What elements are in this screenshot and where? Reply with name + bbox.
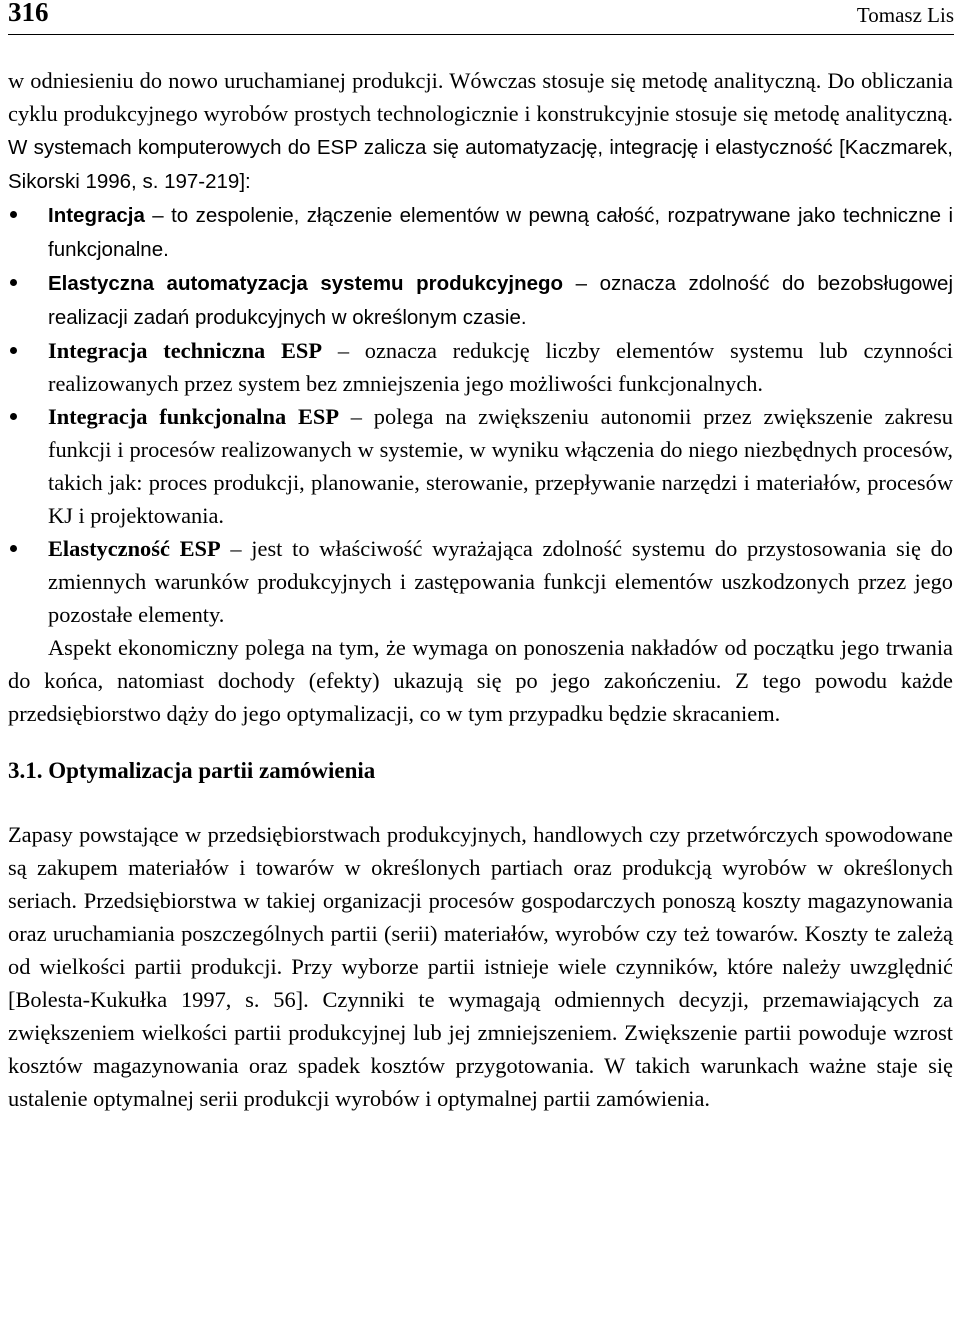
definition-item: [8, 532, 953, 631]
definition-text: to zespolenie, złączenie elementów w pewną całość, rozpatrywane jako techniczne i funkcjonalne.: [48, 204, 953, 261]
intro-paragraph: [8, 64, 953, 198]
page-header: [8, 0, 954, 35]
definition-term: Elastyczna automatyzacja systemu produkcyjnego: [48, 272, 564, 295]
body-text: [8, 64, 953, 1115]
definition-term: Integracja: [48, 204, 145, 227]
definition-text: jest to właściwość wyrażająca zdolność systemu do przystosowania się do zmiennych warunków produkcyjnych i zastępowania funkcji elementów uszkodzonych przez jego pozostałe elementy.: [48, 536, 954, 627]
section-number: 3.1.: [8, 758, 43, 783]
section-title: Optymalizacja partii zamówienia: [48, 758, 376, 783]
definition-term: Elastyczność ESP: [48, 536, 221, 561]
definition-item: [8, 400, 953, 532]
definition-dash: –: [322, 338, 365, 363]
economic-aspect-paragraph: Aspekt ekonomiczny polega na tym, że wymaga on ponoszenia nakładów od początku jego trwania do końca, natomiast dochody (efekty) ukazują się po jego zakończeniu. Z tego powodu każde przedsiębiorstwo dąży do jego optymalizacji, co w tym przypadku będzie skracaniem.: [8, 635, 953, 726]
definition-term: Integracja funkcjonalna ESP: [48, 404, 340, 429]
definition-dash: –: [339, 404, 374, 429]
section-paragraph: Zapasy powstające w przedsiębiorstwach produkcyjnych, handlowych czy przetwórczych spowodowane są zakupem materiałów i towarów w określonych partiach oraz produkcją wyrobów w określonych seriach. Przedsiębiorstwa w takiej organizacji procesów gospodarczych ponoszą koszty magazynowania oraz uruchamiania poszczególnych partii (serii) materiałów, wyrobów czy też towarów. Koszty te zależą od wielkości partii produkcji. Przy wyborze partii istnieje wiele czynników, które należy uwzględnić [Bolesta-Kukułka 1997, s. 56]. Czynniki te wymagają odmiennych decyzji, przemawiających za zwiększeniem wielkości partii produkcyjnej lub jej zmniejszeniem. Zwiększenie partii powoduje wzrost kosztów magazynowania oraz spadek kosztów przygotowania. W takich warunkach ważne staje się ustalenie optymalnej serii produkcji wyrobów i optymalnej partii zamówienia.: [8, 822, 953, 1111]
definition-item: [8, 198, 953, 266]
definition-dash: –: [220, 536, 252, 561]
intro-text-sans: W systemach komputerowych do ESP zalicza się automatyzację, integrację i elastyczność [Kaczmarek, Sikorski 1996, s. 197-219]:: [8, 136, 953, 193]
definition-text: oznacza zdolność do bezobsługowej realizacji zadań produkcyjnych w określonym czasie.: [48, 272, 954, 329]
definition-text: oznacza redukcję liczby elementów systemu lub czynności realizowanych przez system bez zmniejszenia jego możliwości funkcjonalnych.: [48, 338, 954, 396]
definition-term: Integracja techniczna ESP: [48, 338, 323, 363]
definition-item: [8, 334, 953, 400]
definition-dash: –: [563, 272, 600, 295]
bullet-icon: [10, 413, 17, 420]
intro-text-serif: w odniesieniu do nowo uruchamianej produkcji. Wówczas stosuje się metodę analityczną. Do obliczania cyklu produkcyjnego wyrobów prostych technologicznie i konstrukcyjnie stosuje się metodę analityczną.: [8, 68, 953, 126]
section-heading: [8, 754, 953, 787]
bullet-icon: [10, 545, 17, 552]
bullet-icon: [10, 211, 17, 218]
definition-dash: –: [144, 204, 172, 227]
running-head-author: Tomasz Lis: [856, 3, 954, 27]
bullet-icon: [10, 279, 17, 286]
definition-list: [8, 198, 953, 631]
bullet-icon: [10, 347, 17, 354]
definition-text: polega na zwiększeniu autonomii przez zwiększenie zakresu funkcji i procesów realizowanych w systemie, w wyniku włączenia do niego niezbędnych procesów, takich jak: proces produkcji, planowanie, sterowanie, przepływanie narzędzi i materiałów, procesów KJ i projektowania.: [48, 404, 954, 528]
page-number: 316: [8, 0, 49, 27]
definition-item: [8, 266, 953, 334]
